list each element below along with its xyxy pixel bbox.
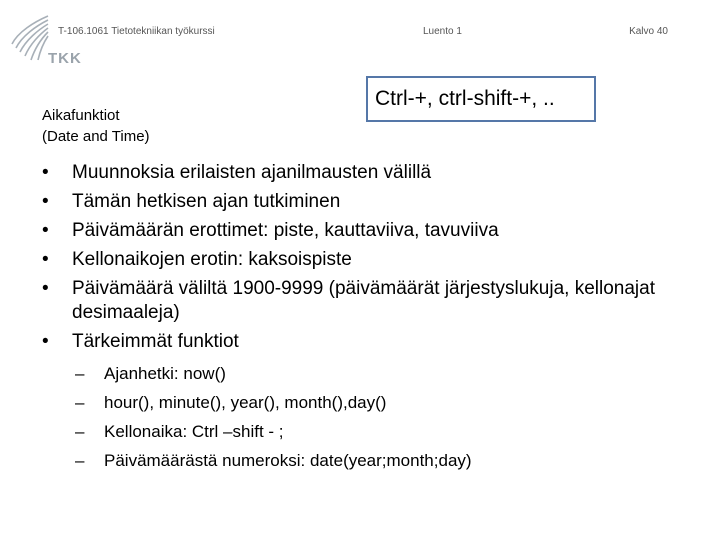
shortcut-box: Ctrl-+, ctrl-shift-+, .. <box>366 76 596 122</box>
bullet-text: Muunnoksia erilaisten ajanilmausten välillä <box>72 162 432 183</box>
bullet-dot: • <box>42 278 49 299</box>
list-item <box>42 248 692 272</box>
list-item <box>42 161 692 185</box>
bullet-text: Päivämäärän erottimet: piste, kauttaviiva, tavuviiva <box>72 220 499 241</box>
slide-number: Kalvo 40 <box>629 26 668 37</box>
sub-bullet-text: Ajanhetki: now() <box>104 364 226 383</box>
sub-list-item <box>42 391 692 415</box>
lecture-label: Luento 1 <box>423 26 462 37</box>
course-name: T-106.1061 Tietotekniikan työkurssi <box>58 26 215 37</box>
sub-list-item <box>42 362 692 386</box>
dash-marker: – <box>75 422 85 441</box>
sub-list-item <box>42 420 692 444</box>
bullet-dot: • <box>42 249 49 270</box>
dash-marker: – <box>75 451 85 470</box>
bullet-list <box>42 161 692 478</box>
bullet-text: Tärkeimmät funktiot <box>72 331 239 352</box>
list-item <box>42 330 692 354</box>
bullet-dot: • <box>42 220 49 241</box>
bullet-text: Kellonaikojen erotin: kaksoispiste <box>72 249 352 270</box>
slide-subtitle <box>42 105 150 147</box>
dash-marker: – <box>75 364 85 383</box>
bullet-dot: • <box>42 191 49 212</box>
sub-bullet-text: Kellonaika: Ctrl –shift - ; <box>104 422 284 441</box>
list-item <box>42 219 692 243</box>
sub-bullet-list <box>42 362 692 473</box>
bullet-dot: • <box>42 162 49 183</box>
dash-marker: – <box>75 393 85 412</box>
bullet-text: Päivämäärä väliltä 1900-9999 (päivämäärät järjestyslukuja, kellonajat desimaaleja) <box>72 278 655 323</box>
sub-list-item <box>42 449 692 473</box>
subtitle-line-2: (Date and Time) <box>42 128 150 145</box>
bullet-text: Tämän hetkisen ajan tutkiminen <box>72 191 341 212</box>
sub-bullet-text: Päivämäärästä numeroksi: date(year;month;day) <box>104 451 472 470</box>
subtitle-line-1: Aikafunktiot <box>42 107 120 124</box>
list-item <box>42 190 692 214</box>
list-item <box>42 277 692 325</box>
tkk-logo-text: TKK <box>48 50 82 67</box>
bullet-dot: • <box>42 331 49 352</box>
sub-bullet-text: hour(), minute(), year(), month(),day() <box>104 393 387 412</box>
